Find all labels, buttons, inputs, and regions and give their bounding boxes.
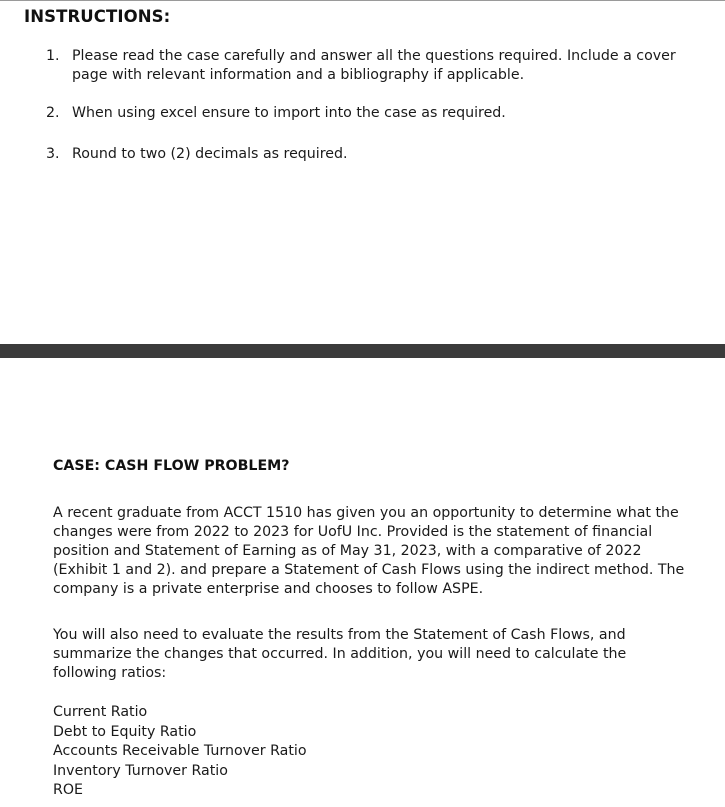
instructions-list xyxy=(46,47,686,164)
instructions-heading: INSTRUCTIONS: xyxy=(24,7,171,26)
instruction-text: Please read the case carefully and answer all the questions required. Include a cover page with relevant information and a bibliography if applicable. xyxy=(72,48,676,83)
ratio-item: ROE xyxy=(53,782,83,798)
ratio-item: Debt to Equity Ratio xyxy=(53,723,197,740)
ratio-list xyxy=(53,703,307,801)
instruction-text: Round to two (2) decimals as required. xyxy=(72,146,348,162)
instruction-number: 1. xyxy=(46,48,60,64)
case-heading: CASE: CASH FLOW PROBLEM? xyxy=(53,458,290,474)
case-page xyxy=(0,358,725,807)
ratio-item: Accounts Receivable Turnover Ratio xyxy=(53,743,307,759)
page-break-divider xyxy=(0,344,725,358)
instruction-item xyxy=(46,104,686,123)
instruction-item xyxy=(46,47,686,85)
case-paragraph-evaluation: You will also need to evaluate the results from the Statement of Cash Flows, and summarize the changes that occurred. In addition, you will need to calculate the following ratios: xyxy=(53,627,627,681)
instruction-number: 2. xyxy=(46,105,60,121)
ratio-item: Current Ratio xyxy=(53,704,148,720)
instruction-item xyxy=(46,145,686,164)
ratio-item: Inventory Turnover Ratio xyxy=(53,762,228,779)
instructions-page xyxy=(0,0,725,344)
instruction-text: When using excel ensure to import into the case as required. xyxy=(72,105,506,121)
case-paragraph-intro: A recent graduate from ACCT 1510 has given you an opportunity to determine what the changes were from 2022 to 2023 for UofU Inc. Provided is the statement of financial position and Statement of Earning as of May 31, 2023, with a comparative of 2022 (Exhibit 1 and 2). and prepare a Statement of Cash Flows using the indirect method. The company is a private enterprise and chooses to follow ASPE. xyxy=(53,505,685,597)
instruction-number: 3. xyxy=(46,146,60,162)
